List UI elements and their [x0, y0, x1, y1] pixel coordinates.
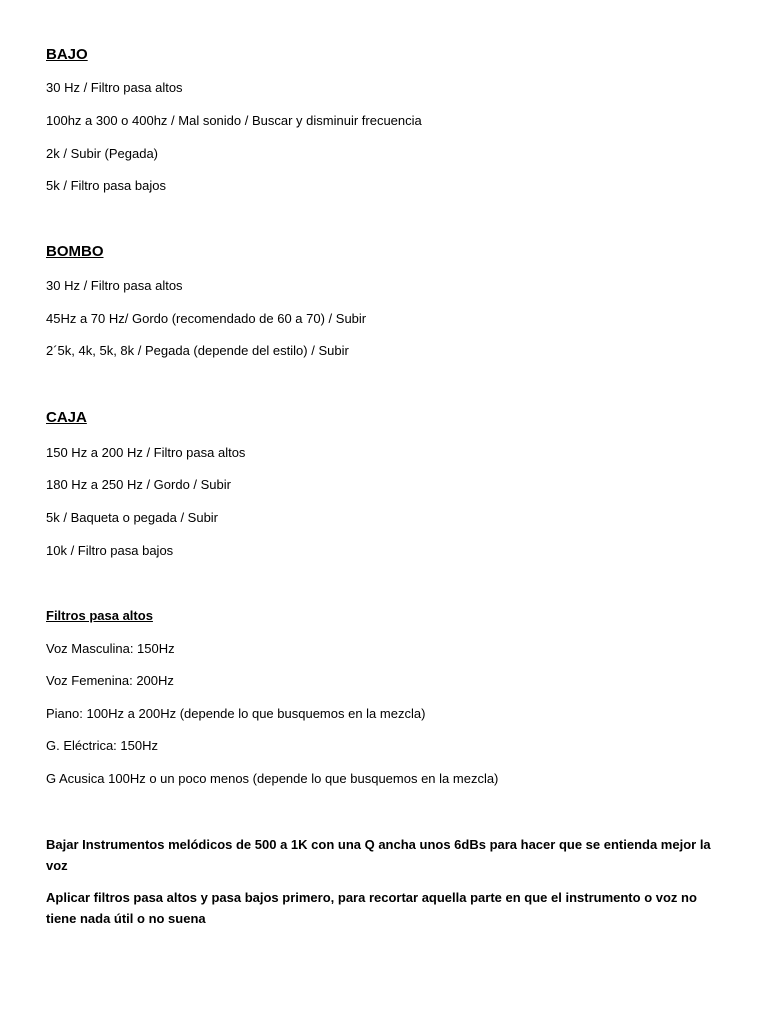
line-item: 2´5k, 4k, 5k, 8k / Pegada (depende del estilo) / Subir — [46, 343, 349, 358]
line-item: 180 Hz a 250 Hz / Gordo / Subir — [46, 477, 231, 492]
section-title-bombo: BOMBO — [46, 243, 104, 260]
line-item: 2k / Subir (Pegada) — [46, 146, 159, 161]
line-item: Voz Femenina: 200Hz — [46, 673, 174, 688]
line-item: 100hz a 300 o 400hz / Mal sonido / Buscar y disminuir frecuencia — [46, 113, 422, 128]
filters-title: Filtros pasa altos — [46, 608, 153, 623]
line-item: 30 Hz / Filtro pasa altos — [46, 80, 183, 95]
line-item: 5k / Filtro pasa bajos — [46, 178, 166, 193]
line-item: Piano: 100Hz a 200Hz (depende lo que busquemos en la mezcla) — [46, 706, 426, 721]
line-item: G. Eléctrica: 150Hz — [46, 738, 158, 753]
note-paragraph: Aplicar filtros pasa altos y pasa bajos primero, para recortar aquella parte en que el instrumento o voz no tiene nada útil o no suena — [46, 890, 697, 926]
line-item: G Acusica 100Hz o un poco menos (depende lo que busquemos en la mezcla) — [46, 771, 499, 786]
line-item: 45Hz a 70 Hz/ Gordo (recomendado de 60 a 70) / Subir — [46, 311, 367, 326]
section-title-caja: CAJA — [46, 409, 87, 426]
line-item: Voz Masculina: 150Hz — [46, 641, 175, 656]
note-paragraph: Bajar Instrumentos melódicos de 500 a 1K con una Q ancha unos 6dBs para hacer que se entienda mejor la voz — [46, 837, 711, 873]
line-item: 5k / Baqueta o pegada / Subir — [46, 510, 219, 525]
line-item: 30 Hz / Filtro pasa altos — [46, 278, 183, 293]
line-item: 150 Hz a 200 Hz / Filtro pasa altos — [46, 445, 246, 460]
line-item: 10k / Filtro pasa bajos — [46, 543, 174, 558]
section-title-bajo: BAJO — [46, 46, 88, 63]
